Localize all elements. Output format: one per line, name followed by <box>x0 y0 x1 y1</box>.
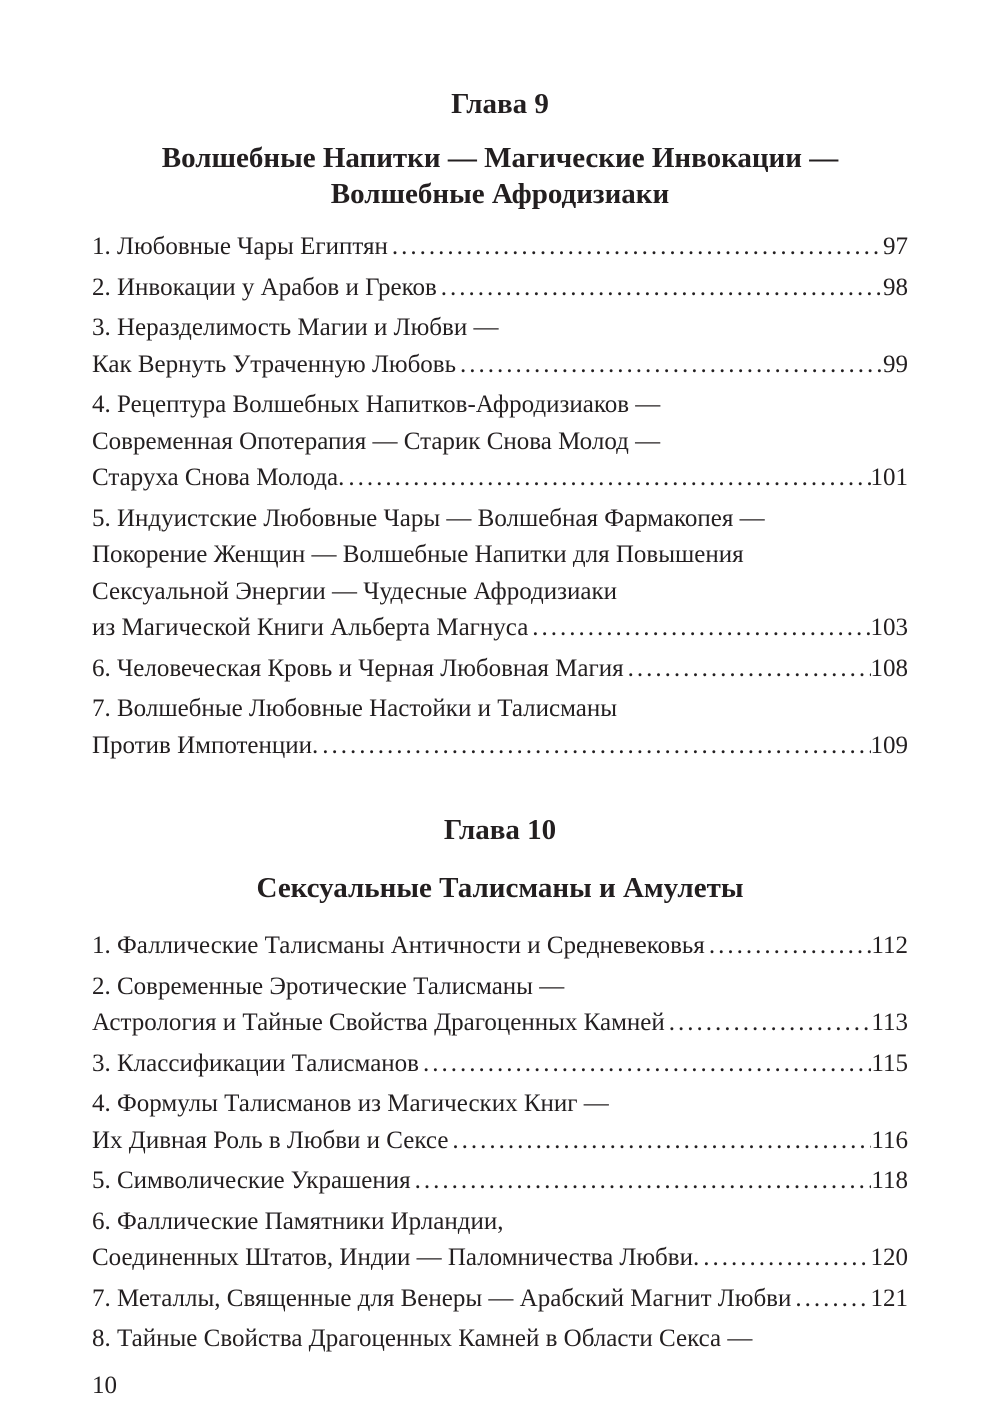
dot-leader <box>699 1240 870 1277</box>
toc-entry-text: Их Дивная Роль в Любви и Сексе <box>92 1126 449 1154</box>
toc-entry <box>92 969 908 1042</box>
dot-leader <box>448 1123 871 1160</box>
toc-entry <box>92 1086 908 1159</box>
toc-entry-line <box>92 1163 908 1200</box>
chapter-label: Глава 9 <box>451 88 549 120</box>
toc-entry-line: 3. Неразделимость Магии и Любви — <box>92 314 499 341</box>
toc-entry <box>92 691 908 764</box>
toc-page-number: 121 <box>870 1284 908 1312</box>
toc-entry-line: 6. Фаллические Памятники Ирландии, <box>92 1207 504 1235</box>
chapter-title-line: Сексуальные Талисманы и Амулеты <box>256 872 744 904</box>
dot-leader <box>318 728 870 765</box>
toc-entry-line: 7. Волшебные Любовные Настойки и Талисманы <box>92 695 618 722</box>
toc-entry-line: 4. Рецептура Волшебных Напитков-Афродизиаков — <box>92 391 661 418</box>
toc-entry-text: 2. Инвокации у Арабов и Греков <box>92 273 437 301</box>
toc-entry <box>92 651 908 688</box>
chapter-title <box>92 140 908 212</box>
chapter-10-section <box>92 810 908 1362</box>
page-number: 10 <box>92 1372 117 1399</box>
toc-entry-line <box>92 460 908 497</box>
chapter-label: Глава 10 <box>443 814 557 846</box>
toc-entry-line <box>92 610 908 647</box>
toc-entry <box>92 229 908 266</box>
toc-entry-text: 3. Классификации Талисманов <box>92 1049 419 1077</box>
dot-leader <box>456 347 883 384</box>
toc-entry-line <box>92 728 908 765</box>
toc-entry <box>92 270 908 307</box>
dot-leader <box>419 1046 871 1083</box>
chapter-title <box>92 870 908 906</box>
toc-entry-line <box>92 1046 908 1083</box>
toc-page-number: 108 <box>870 654 908 682</box>
toc-page-number: 120 <box>870 1244 908 1271</box>
toc-entry-text: Соединенных Штатов, Индии — Паломничества Любви. <box>92 1244 700 1271</box>
toc-entry-text: 1. Фаллические Талисманы Античности и Средневековья <box>92 932 705 959</box>
dot-leader <box>344 460 870 497</box>
toc-entry-text: 6. Человеческая Кровь и Черная Любовная Магия <box>92 654 624 682</box>
dot-leader <box>437 270 883 307</box>
toc-entry-text: Против Импотенции. <box>92 731 319 759</box>
toc-entry-text: Астрология и Тайные Свойства Драгоценных Камней <box>92 1009 665 1036</box>
dot-leader <box>528 610 870 647</box>
toc-page-number: 109 <box>870 731 908 759</box>
toc-page-number: 116 <box>871 1126 908 1154</box>
chapter-title-line: Волшебные Напитки — Магические Инвокации — <box>161 142 839 174</box>
dot-leader <box>411 1163 872 1200</box>
dot-leader <box>705 928 872 965</box>
toc-entry <box>92 928 908 965</box>
toc-page-number: 97 <box>883 233 908 260</box>
toc-entry-text: Как Вернуть Утраченную Любовь <box>92 350 457 378</box>
toc-entry-text: из Магической Книги Альберта Магнуса <box>92 614 529 641</box>
toc-page-number: 101 <box>870 464 908 491</box>
toc-entry-line <box>92 651 908 688</box>
toc-entry-text: 7. Металлы, Священные для Венеры — Арабский Магнит Любви <box>92 1284 792 1312</box>
toc-entry <box>92 310 908 383</box>
toc-entry <box>92 1204 908 1277</box>
toc-page-number: 118 <box>871 1167 908 1194</box>
toc-entry-line <box>92 1240 908 1277</box>
toc-entry-line: 4. Формулы Талисманов из Магических Книг — <box>92 1090 609 1117</box>
toc-entry <box>92 1321 908 1358</box>
toc-entry-line <box>92 928 908 965</box>
toc-entry-text: 1. Любовные Чары Египтян <box>92 233 388 260</box>
toc-entry-line: Сексуальной Энергии — Чудесные Афродизиаки <box>92 577 618 605</box>
toc-page-number: 112 <box>871 932 908 959</box>
toc-entry <box>92 1281 908 1318</box>
toc-entry <box>92 501 908 647</box>
chapter-title-line: Волшебные Афродизиаки <box>330 178 670 210</box>
toc-entries <box>92 928 908 1358</box>
toc-entry-line <box>92 347 908 384</box>
toc-entry-line: Покорение Женщин — Волшебные Напитки для Повышения <box>92 541 744 568</box>
chapter-9-section <box>92 84 908 768</box>
dot-leader <box>388 229 883 266</box>
toc-entry-line <box>92 1123 908 1160</box>
toc-entry-line: 5. Индуистские Любовные Чары — Волшебная Фармакопея — <box>92 504 765 532</box>
dot-leader <box>791 1281 870 1318</box>
toc-entry-text: 5. Символические Украшения <box>92 1167 411 1194</box>
toc-entry-line <box>92 229 908 266</box>
toc-entry-line <box>92 270 908 307</box>
toc-entry <box>92 387 908 497</box>
toc-entry-line: 2. Современные Эротические Талисманы — <box>92 972 565 1000</box>
toc-page-number: 113 <box>871 1009 908 1036</box>
toc-page-number: 99 <box>883 350 908 378</box>
toc-entry-line <box>92 1281 908 1318</box>
toc-entry-line: 8. Тайные Свойства Драгоценных Камней в Области Секса — <box>92 1325 753 1352</box>
toc-entries <box>92 229 908 764</box>
dot-leader <box>665 1005 872 1042</box>
toc-page-number: 115 <box>871 1049 908 1077</box>
toc-entry <box>92 1046 908 1083</box>
dot-leader <box>624 651 871 688</box>
toc-entry-line: Современная Опотерапия — Старик Снова Молод — <box>92 427 661 455</box>
toc-entry-text: Старуха Снова Молода. <box>92 464 345 491</box>
toc-entry-line <box>92 1005 908 1042</box>
toc-page-number: 98 <box>883 273 908 301</box>
toc-page-number: 103 <box>870 614 908 641</box>
toc-entry <box>92 1163 908 1200</box>
